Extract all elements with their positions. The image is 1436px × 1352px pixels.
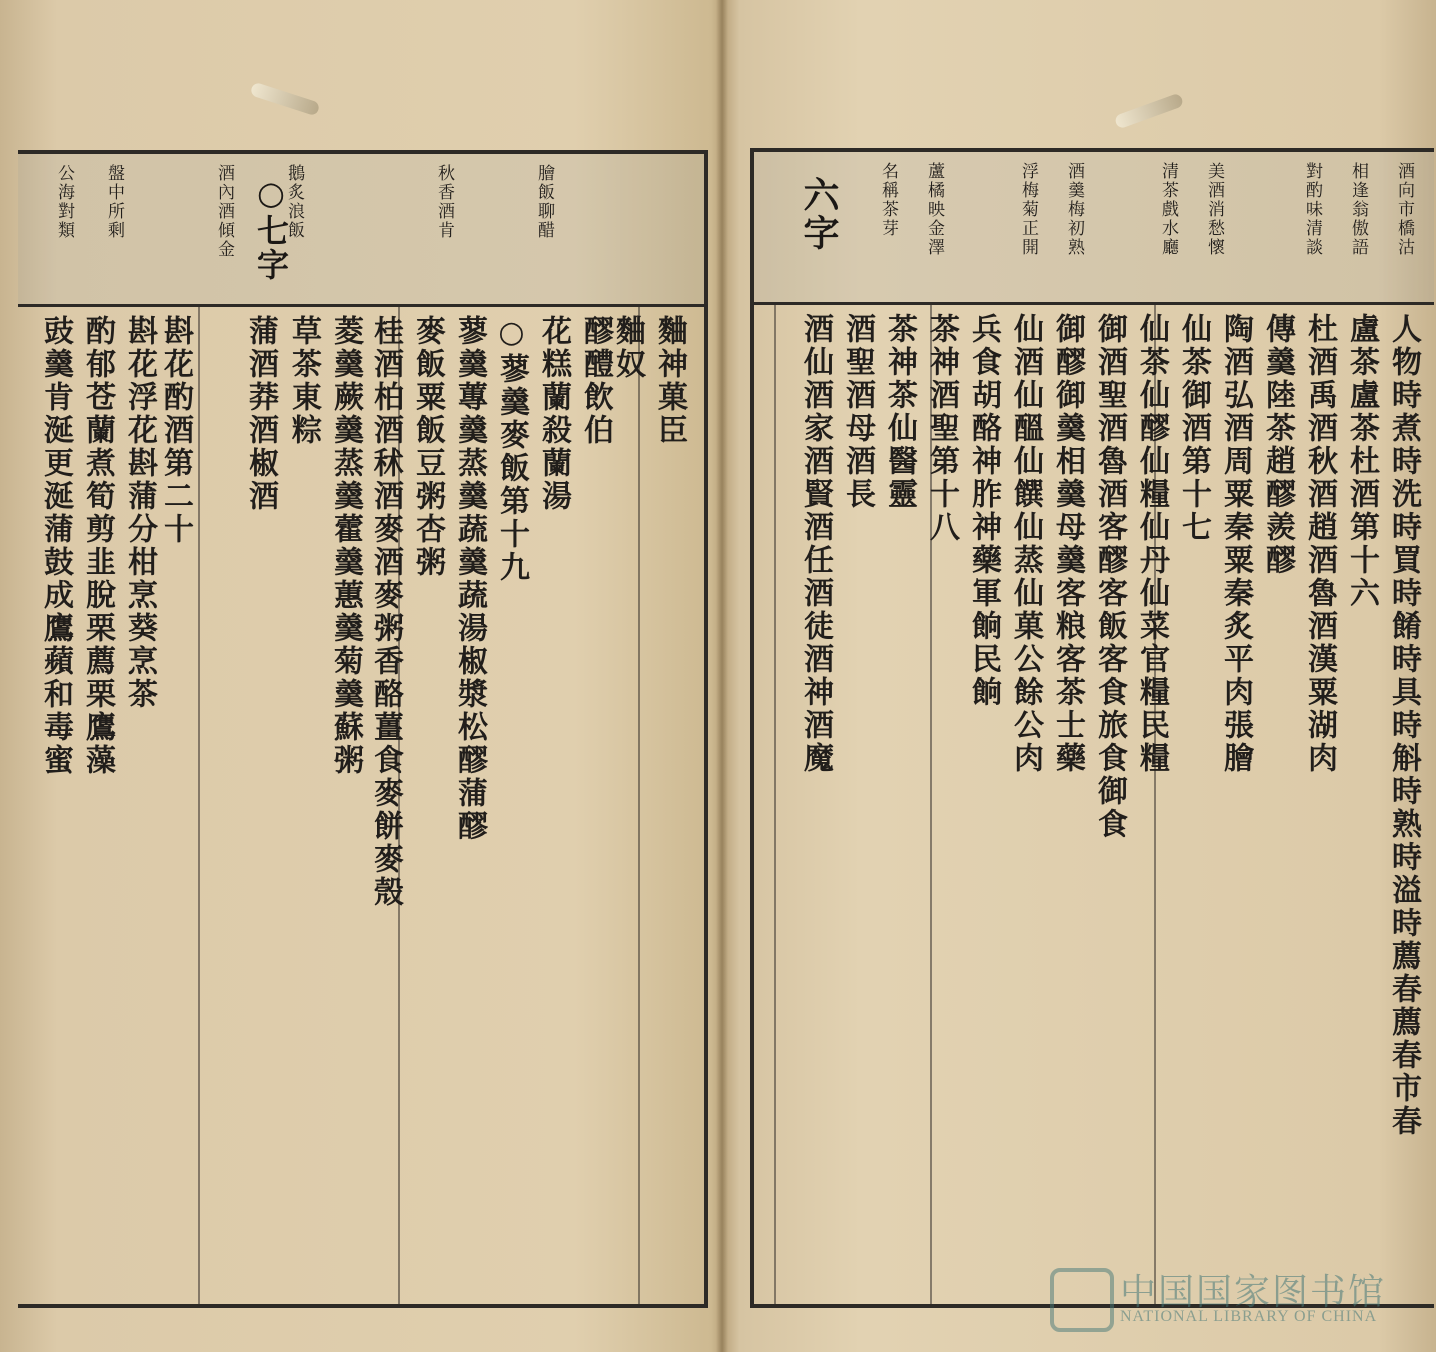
right-body-col-1: 人物時煮時洗時買時餚時具時斛時熟時溢時薦春薦春市春 [1386,313,1421,1138]
right-body [754,305,1434,1304]
binding-thread [250,82,321,117]
right-page-frame [750,148,1434,1308]
left-header-band [18,154,704,307]
binding-thread [1114,92,1185,129]
left-body-col-4: 斟花酌酒第二十 [158,315,193,546]
right-header-band [754,152,1434,305]
left-header-col-3: 酒內酒傾金 [214,164,234,259]
right-header-col-5: 清茶戲水廳 [1158,162,1178,257]
right-heading: 六字 [798,176,840,252]
right-body-col-7: 仙茶仙醪仙糧仙丹仙菜官糧民糧 [1134,313,1169,775]
right-header-col-8: 蘆橘映金澤 [924,162,944,257]
left-body-col-12: 花糕蘭殺蘭湯 [536,315,571,513]
left-header-col-4: 鵝炙浪飯 [284,164,304,240]
watermark-text-cn: 中国国家图书馆 [1120,1272,1387,1313]
right-body-col-2: 盧茶盧茶杜酒第十六 [1344,313,1379,610]
right-body-col-6: 仙茶御酒第十七 [1176,313,1211,544]
left-header-col-5: 秋香酒肯 [434,164,454,240]
column-rule [638,307,640,1304]
left-heading: ○七字 [252,174,290,282]
right-header-col-1: 酒向市橋沽 [1394,162,1414,257]
right-header-col-4: 美酒消愁懷 [1204,162,1224,257]
right-body-col-3: 杜酒禹酒秋酒趙酒魯酒漢粟湖肉 [1302,313,1337,775]
right-body-col-10: 仙酒仙醞仙饌仙蒸仙菓公餘公肉 [1008,313,1043,775]
left-body-col-5: 蒲酒莽酒椒酒 [243,315,278,513]
left-body [18,307,704,1304]
right-body-col-8: 御酒聖酒魯酒客醪客飯客食旅食御食 [1092,313,1127,841]
right-body-col-4: 傳羹陸茶趙醪羨醪 [1260,313,1295,577]
left-page-frame [18,150,708,1308]
left-body-col-14: 麯奴 [610,315,645,381]
right-body-col-5: 陶酒弘酒周粟秦粟秦炙平肉張膾 [1218,313,1253,775]
right-body-col-11: 兵食胡酪神胙神藥軍餉民餉 [966,313,1001,709]
right-body-col-15: 酒仙酒家酒賢酒任酒徒酒神酒魔 [798,313,833,775]
library-watermark [1050,1262,1410,1342]
left-body-col-8: 桂酒柏酒秫酒麥酒麥粥香酪薑食麥餅麥殼 [368,315,403,909]
left-header-col-2: 盤中所剩 [104,164,124,240]
right-header-col-2: 相逢翁傲語 [1348,162,1368,257]
right-page [724,0,1436,1352]
left-header-col-1: 公海對類 [54,164,74,240]
left-body-col-10: 蓼羹蓴羹蒸羹蔬羹蔬湯椒漿松醪蒲醪 [452,315,487,843]
left-body-col-11: ○蓼羹麥飯第十九 [494,315,529,584]
column-rule [198,307,200,1304]
library-seal-icon [1050,1268,1114,1332]
left-body-col-6: 草茶東粽 [286,315,321,447]
right-header-col-7: 浮梅菊正開 [1018,162,1038,257]
right-body-col-14: 酒聖酒母酒長 [840,313,875,511]
right-header-col-3: 對酌味清談 [1302,162,1322,257]
right-body-col-9: 御醪御羹相羹母羹客粮客茶士藥 [1050,313,1085,775]
right-body-col-12: 茶神酒聖第十八 [924,313,959,544]
left-body-col-3: 斟花浮花斟蒲分柑烹葵烹茶 [122,315,157,711]
left-body-col-15: 麯神菓臣 [652,315,687,447]
column-rule [774,305,776,1304]
left-header-col-6: 膾飯聊醋 [534,164,554,240]
watermark-text-en: NATIONAL LIBRARY OF CHINA [1120,1308,1378,1325]
left-body-col-2: 酌郁苍蘭煮筍剪韭脫栗薦栗鷹藻 [80,315,115,777]
right-header-col-9: 名稱茶芽 [878,162,898,238]
left-body-col-1: 豉羹肯涎更涎蒲鼓成鷹蘋和毒蜜 [38,315,73,777]
left-body-col-9: 麥飯粟飯豆粥杏粥 [410,315,445,579]
left-body-col-7: 菱羹蕨羹蒸羹藿羹蕙羹菊羹蘇粥 [328,315,363,777]
right-header-col-6: 酒羹梅初熟 [1064,162,1084,257]
right-body-col-13: 茶神茶仙醫靈 [882,313,917,511]
left-body-col-13: 醪醴飲伯 [578,315,613,447]
